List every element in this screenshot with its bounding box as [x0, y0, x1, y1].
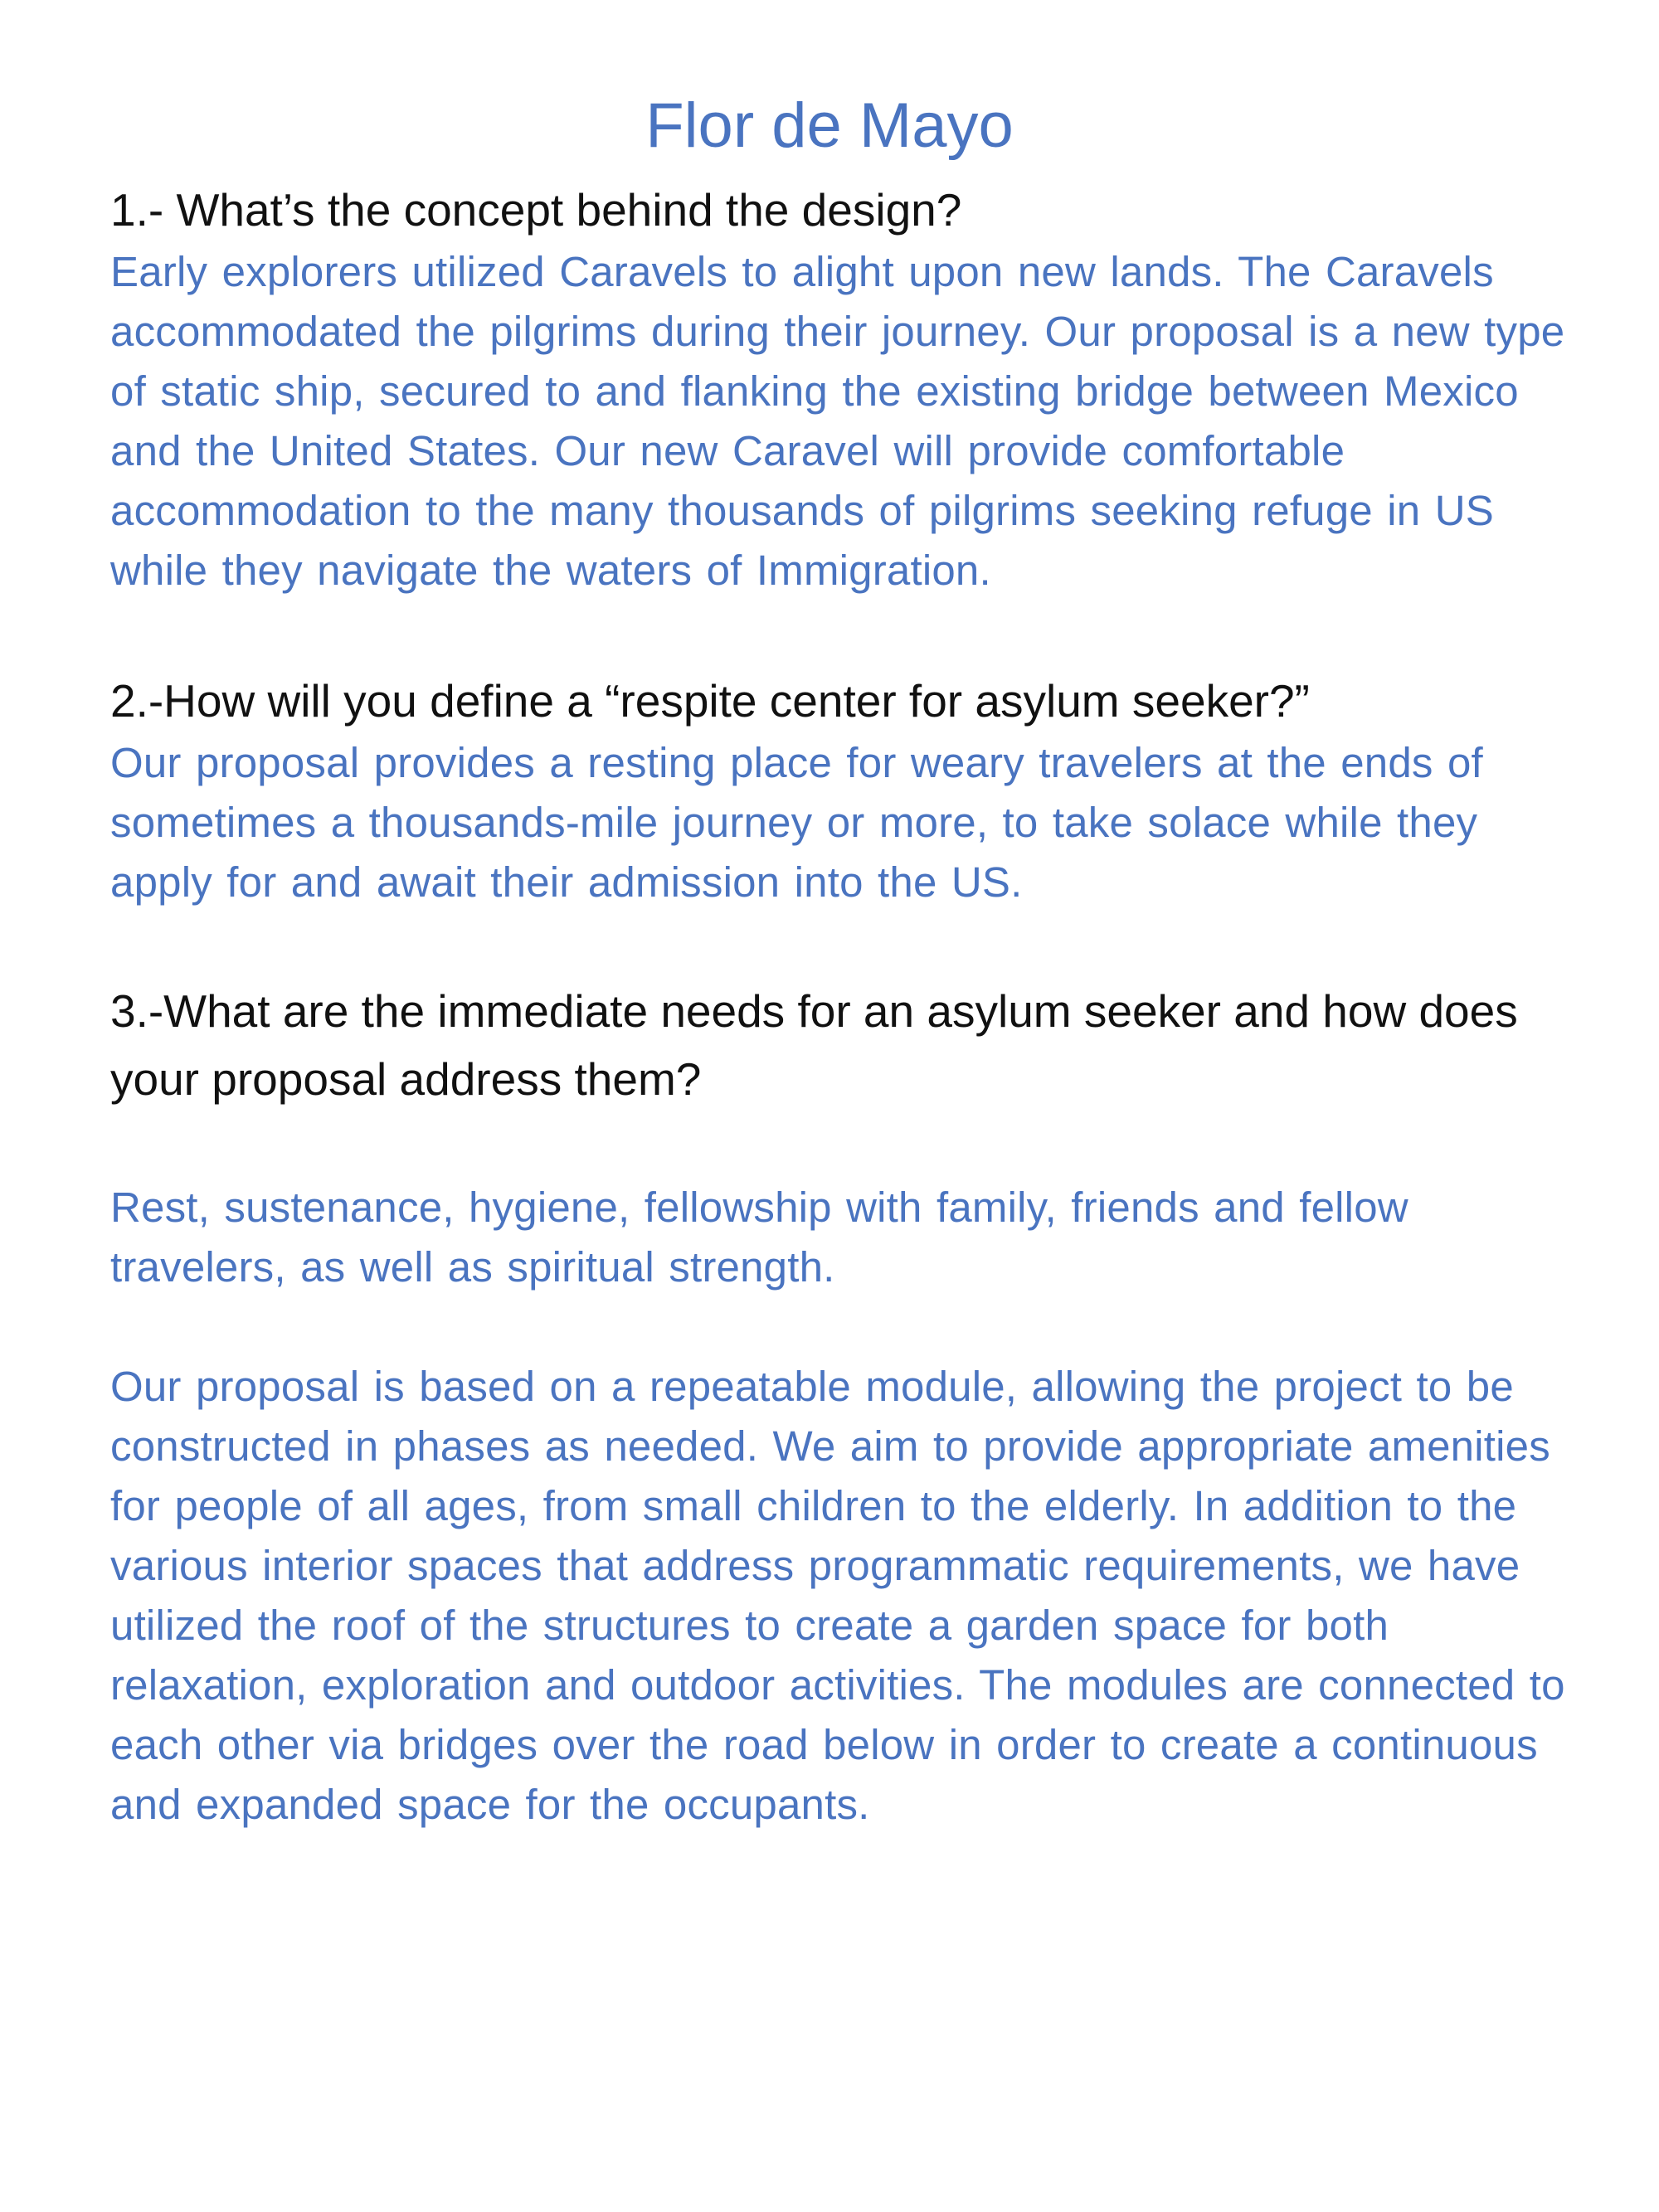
page-title: Flor de Mayo	[645, 90, 1014, 161]
answer-3-continued: Our proposal is based on a repeatable module, allowing the project to be constructed in phases as needed. We aim to provide appropriate amenities for people of all ages, from small children to the elderly. In addition to the various interior spaces that address programmatic requirements, we have utilized the roof of the structures to create a garden space for both relaxation, exploration and outdoor activities. The modules are connected to each other via bridges over the road below in order to create a continuous and expanded space for the occupants.	[110, 1363, 1565, 1828]
question-2: 2.-How will you define a “respite center for asylum seeker?”	[110, 675, 1310, 727]
question-1: 1.- What’s the concept behind the design?	[110, 184, 962, 236]
answer-2: Our proposal provides a resting place for weary travelers at the ends of sometimes a thousands-mile journey or more, to take solace while they apply for and await their admission into the US.	[110, 739, 1483, 906]
answer-1: Early explorers utilized Caravels to alight upon new lands. The Caravels accommodated the pilgrims during their journey. Our proposal is a new type of static ship, secured to and flanking the existing bridge between Mexico and the United States. Our new Caravel will provide comfortable accommodation to the many thousands of pilgrims seeking refuge in US while they navigate the waters of Immigration.	[110, 248, 1565, 594]
answer-3: Rest, sustenance, hygiene, fellowship with family, friends and fellow travelers, as well as spiritual strength.	[110, 1184, 1408, 1291]
question-3: 3.-What are the immediate needs for an asylum seeker and how does your proposal address them?	[110, 985, 1518, 1105]
